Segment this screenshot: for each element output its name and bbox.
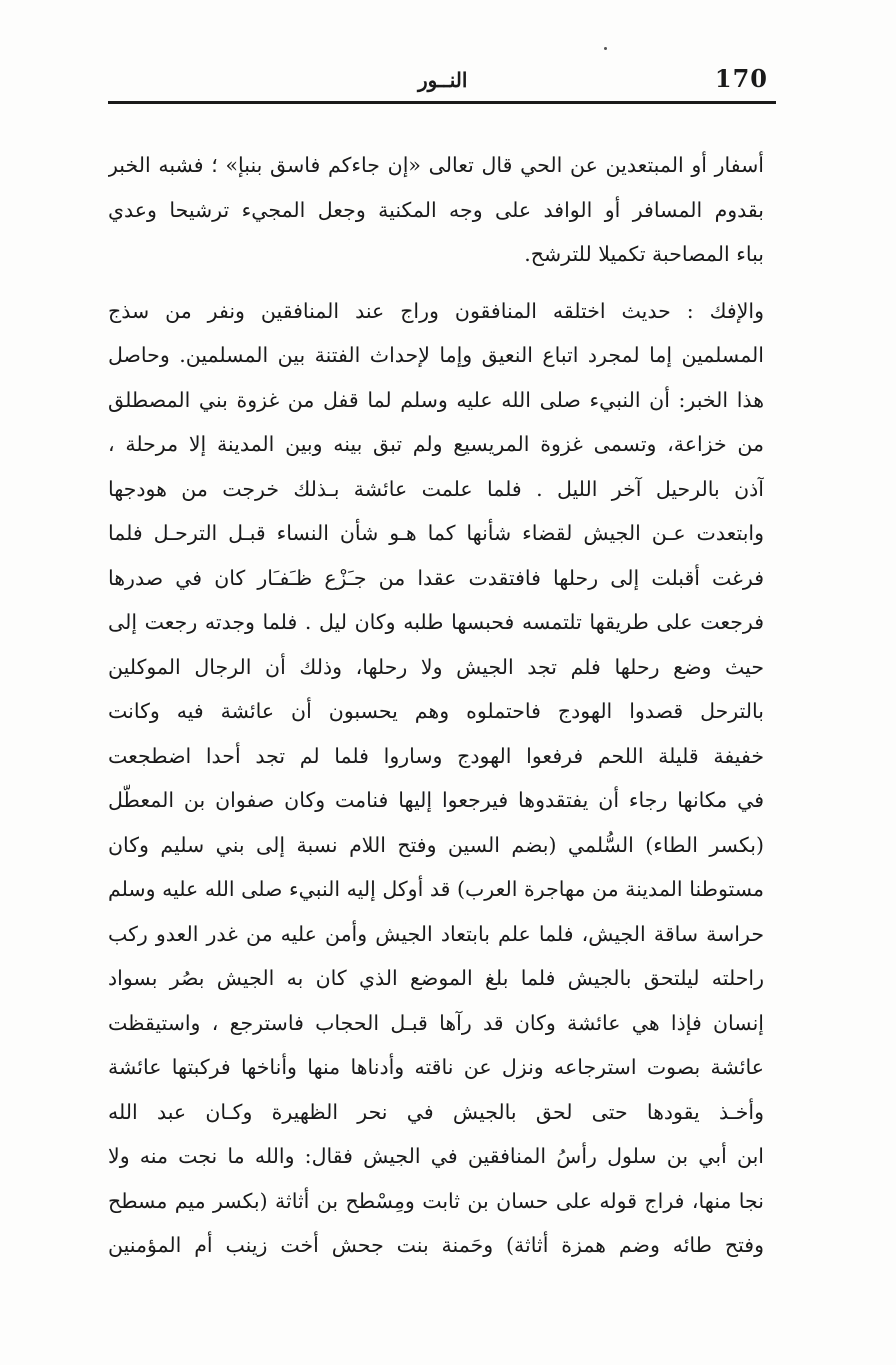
page-header: [108, 62, 776, 102]
ink-speck: [604, 47, 607, 50]
text-line: المسلمين إما لمجرد اتباع النعيق وإما لإحداث الفتنة بين المسلمين. وحاصل: [108, 343, 764, 367]
text-line: فرغت أقبلت إلى رحلها فافتقدت عقدا من جـَزْع ظـَفـَار كان في صدرها: [108, 565, 764, 590]
text-line: راحلته ليلتحق بالجيش فلما بلغ الموضع الذي كان به الجيش بصُر بسواد: [108, 966, 764, 990]
header-rule: [108, 101, 776, 104]
text-line: هذا الخبر: أن النبيء صلى الله عليه وسلم لما قفل من غزوة بني المصطلق: [108, 387, 764, 412]
text-line: آذن بالرحيل آخر الليل . فلما علمت عائشة بـذلك خرجت من هودجها: [108, 476, 764, 501]
paragraph: [108, 289, 764, 1268]
text-line: خفيفة قليلة اللحم فرفعوا الهودج وساروا فلما لم تجد أحدا اضطجعت: [108, 743, 764, 768]
text-line: (بكسر الطاء) السُّلمي (بضم السين وفتح اللام نسبة إلى بني سليم وكان: [108, 832, 764, 857]
text-line: حراسة ساقة الجيش، فلما علم بابتعاد الجيش وأمن عليه من غدر العدو ركب: [108, 921, 764, 946]
text-line: في مكانها رجاء أن يفتقدوها فيرجعوا إليها فنامت وكان صفوان بن المعطّل: [108, 788, 764, 812]
page-number: 170: [714, 64, 768, 93]
text-line: نجا منها، فراج قوله على حسان بن ثابت ومِسْطح بن أثاثة (بكسر ميم مسطح: [108, 1188, 764, 1213]
text-line: وأخـذ يقودها حتى لحق بالجيش في نحر الظهيرة وكـان عبد الله: [108, 1099, 764, 1124]
text-line: بقدوم المسافر أو الوافد على وجه المكنية وجعل المجيء ترشيحا وعدي: [108, 197, 764, 222]
text-line: مستوطنا المدينة من مهاجرة العرب) قد أوكل إليه النبيء صلى الله عليه وسلم: [108, 877, 764, 901]
text-line: فرجعت على طريقها تلتمسه فحبسها طلبه وكان ليل . فلما وجدته رجعت إلى: [108, 610, 764, 634]
text-line: حيث وضع رحلها فلم تجد الجيش ولا رحلها، وذلك أن الرجال الموكلين: [108, 654, 764, 679]
text-line: وفتح طائه وضم همزة أثاثة) وحَمنة بنت جحش أخت زينب أم المؤمنين: [108, 1233, 764, 1257]
paragraph: [108, 143, 764, 277]
text-line: بالترحل قصدوا الهودج فاحتملوه وهم يحسبون أن عائشة فيه وكانت: [108, 699, 764, 723]
text-line: أسفار أو المبتعدين عن الحي قال تعالى «إن جاءكم فاسق بنبإ» ؛ فشبه الخبر: [108, 153, 764, 177]
text-line: إنسان فإذا هي عائشة وكان قد رآها قبـل الحجاب فاسترجع ، واستيقظت: [108, 1010, 764, 1035]
text-line: والإفك : حديث اختلقه المنافقون وراج عند المنافقين ونفر من سذج: [108, 298, 764, 323]
text-line: من خزاعة، وتسمى غزوة المريسيع ولم تبق بينه وبين المدينة إلا مرحلة ،: [108, 432, 764, 456]
text-line: عائشة بصوت استرجاعه ونزل عن ناقته وأدناها منها وأناخها فركبتها عائشة: [108, 1055, 764, 1079]
running-title: النــور: [418, 68, 468, 92]
body-text: [108, 143, 764, 1268]
text-line: وابتعدت عـن الجيش لقضاء شأنها كما هـو شأن النساء قبـل الترحـل فلما: [108, 521, 764, 545]
text-line: بباء المصاحبة تكميلا للترشح.: [524, 242, 764, 266]
paragraph-spacer: [108, 277, 764, 289]
text-line: ابن أبي بن سلول رأسُ المنافقين في الجيش فقال: والله ما نجت منه ولا: [108, 1144, 764, 1168]
